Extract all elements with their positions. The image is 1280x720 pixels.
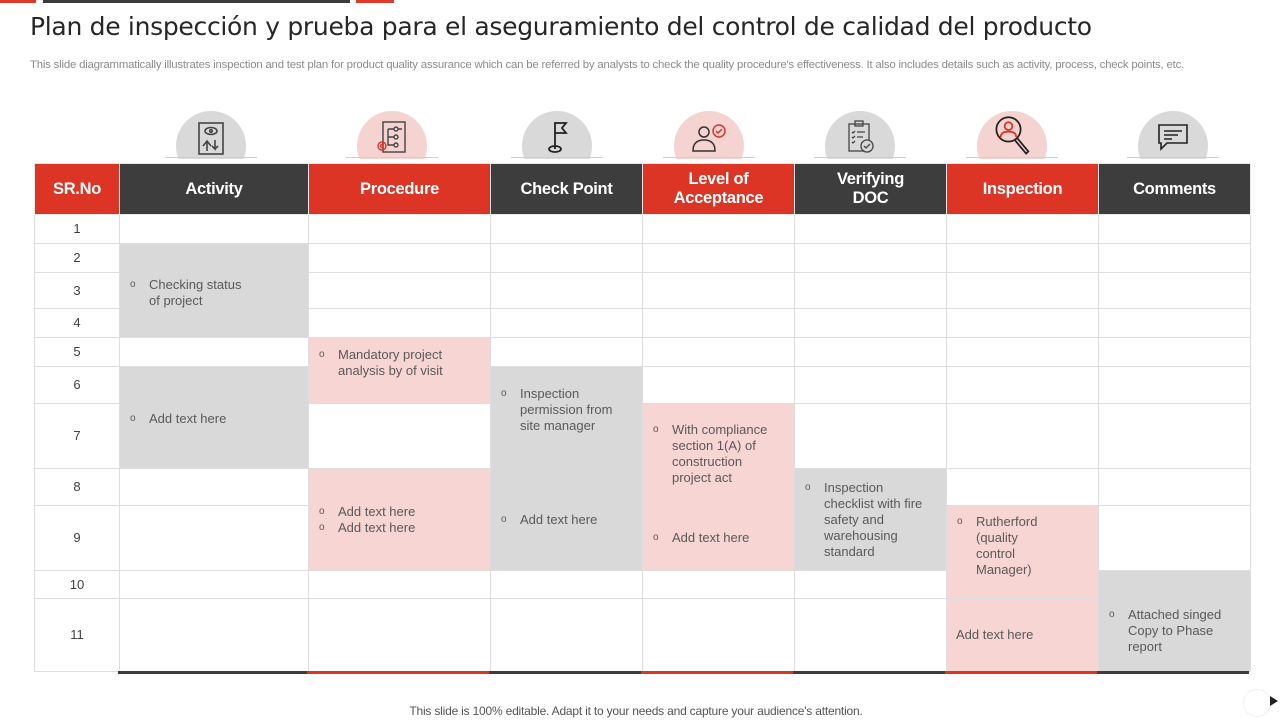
bullet-icon: o (501, 514, 507, 525)
verifying-icon-wrap (814, 108, 906, 160)
acceptance-cell[interactable] (643, 244, 795, 273)
table-row (35, 338, 1251, 367)
verifying-cell[interactable] (795, 367, 947, 404)
table-bottom-bars (0, 671, 1280, 674)
procedure-cell[interactable] (309, 273, 491, 309)
table-row (35, 599, 1251, 672)
comments-cell[interactable] (1099, 367, 1251, 404)
comments-cell[interactable] (1099, 469, 1251, 506)
verifying-cell[interactable] (795, 404, 947, 469)
inspection-cell[interactable] (947, 506, 1099, 599)
page-subtitle: This slide diagrammatically illustrates inspection and test plan for product quality assurance which can be referred by analysts to check the quality procedure's effectiveness. It also includes details such as activity, process, check points, etc. (30, 59, 1185, 71)
procedure-icon-wrap (346, 108, 438, 160)
checkpoint-cell[interactable] (491, 215, 643, 244)
sr-cell: 6 (35, 367, 120, 404)
sr-cell: 7 (35, 404, 120, 469)
procedure-cell[interactable] (309, 599, 491, 672)
checkpoint-cell[interactable] (491, 367, 643, 571)
acceptance-cell[interactable] (643, 404, 795, 506)
inspection-icon-wrap (966, 108, 1058, 160)
checkpoint-cell[interactable] (491, 571, 643, 599)
verifying-cell[interactable] (795, 599, 947, 672)
inspection-cell[interactable] (947, 469, 1099, 506)
column-icons-row (0, 108, 1280, 163)
checkpoint-cell[interactable] (491, 338, 643, 367)
acceptance-cell[interactable] (643, 309, 795, 338)
clipboard-check-icon (840, 118, 880, 158)
procedure-cell[interactable] (309, 571, 491, 599)
verifying-cell[interactable] (795, 469, 947, 571)
top-accent-bar-dark (43, 0, 350, 3)
bullet-icon: o (957, 516, 963, 527)
table-row (35, 506, 1251, 571)
verifying-cell[interactable] (795, 571, 947, 599)
bullet-icon: o (319, 505, 325, 517)
comments-cell[interactable] (1099, 404, 1251, 469)
header-sr-no: SR.No (35, 164, 120, 215)
footer-note: This slide is 100% editable. Adapt it to your needs and capture your audience's attention. (409, 704, 863, 718)
cell-text: Inspection checklist with fire safety and warehousing standard (824, 479, 923, 559)
acceptance-icon-wrap (663, 108, 755, 160)
bullet-icon: o (319, 521, 325, 533)
cell-text: Add text here (520, 512, 598, 527)
process-flow-gear-icon (372, 118, 412, 158)
cell-text: Add text here (338, 503, 416, 519)
sr-cell: 10 (35, 571, 120, 599)
sr-cell: 5 (35, 338, 120, 367)
activity-cell[interactable] (120, 506, 309, 571)
header-procedure: Procedure (309, 164, 491, 215)
sr-cell: 3 (35, 273, 120, 309)
header-comments: Comments (1099, 164, 1251, 215)
acceptance-cell[interactable] (643, 571, 795, 599)
top-accent-bar-red-right (356, 0, 394, 3)
bullet-icon: o (130, 278, 136, 290)
activity-cell[interactable] (120, 338, 309, 367)
comments-cell[interactable] (1099, 338, 1251, 367)
cell-text: Add text here (956, 627, 1034, 642)
checkpoint-cell[interactable] (491, 309, 643, 338)
bullet-icon: o (130, 413, 136, 424)
acceptance-cell[interactable] (643, 215, 795, 244)
inspection-cell[interactable] (947, 599, 1099, 672)
verifying-cell[interactable] (795, 273, 947, 309)
procedure-cell[interactable] (309, 404, 491, 469)
checkpoint-cell[interactable] (491, 273, 643, 309)
user-check-icon (689, 118, 729, 158)
comments-cell[interactable] (1099, 309, 1251, 338)
inspection-plan-table (34, 163, 1251, 672)
comments-cell[interactable] (1099, 244, 1251, 273)
procedure-cell[interactable] (309, 338, 491, 404)
header-verifying-doc: Verifying DOC (795, 164, 947, 215)
inspection-cell[interactable] (947, 244, 1099, 273)
activity-cell[interactable] (120, 215, 309, 244)
activity-icon-wrap (165, 108, 257, 160)
comment-icon (1153, 118, 1193, 158)
inspection-cell[interactable] (947, 367, 1099, 404)
comments-cell[interactable] (1099, 571, 1251, 672)
page-title: Plan de inspección y prueba para el aseguramiento del control de calidad del producto (30, 12, 1092, 41)
activity-cell[interactable] (120, 367, 309, 469)
sr-cell: 11 (35, 599, 120, 672)
cell-text: Attached singed Copy to Phase report (1128, 607, 1222, 654)
comments-cell[interactable] (1099, 215, 1251, 244)
bullet-icon: o (1109, 609, 1115, 620)
acceptance-cell[interactable] (643, 273, 795, 309)
acceptance-cell[interactable] (643, 367, 795, 404)
cell-text: Add text here (149, 411, 227, 426)
sr-cell: 1 (35, 215, 120, 244)
cell-text: With compliance section 1(A) of construction project act (672, 422, 768, 485)
table-row (35, 367, 1251, 404)
inspection-cell[interactable] (947, 273, 1099, 309)
bullet-icon: o (653, 424, 659, 435)
cell-text: Checking status of project (149, 276, 242, 308)
sr-cell: 4 (35, 309, 120, 338)
header-check-point: Check Point (491, 164, 643, 215)
verifying-cell[interactable] (795, 309, 947, 338)
sr-cell: 2 (35, 244, 120, 273)
bullet-icon: o (501, 388, 507, 399)
header-inspection: Inspection (947, 164, 1099, 215)
table-row (35, 215, 1251, 244)
bullet-icon: o (805, 481, 811, 493)
acceptance-cell[interactable] (643, 506, 795, 571)
cell-text: Mandatory project analysis by of visit (338, 347, 443, 378)
inspection-cell[interactable] (947, 309, 1099, 338)
acceptance-cell[interactable] (643, 338, 795, 367)
sr-cell: 9 (35, 506, 120, 571)
flag-checkpoint-icon (537, 118, 577, 158)
activity-cell[interactable] (120, 244, 309, 338)
comments-cell[interactable] (1099, 506, 1251, 571)
bullet-icon: o (319, 349, 325, 360)
procedure-cell[interactable] (309, 309, 491, 338)
inspection-cell[interactable] (947, 404, 1099, 469)
checkpoint-icon-wrap (511, 108, 603, 160)
document-eye-icon (191, 118, 231, 158)
cell-text: Add text here (338, 519, 416, 535)
inspection-cell[interactable] (947, 338, 1099, 367)
acceptance-cell[interactable] (643, 599, 795, 672)
activity-cell[interactable] (120, 571, 309, 599)
procedure-cell[interactable] (309, 215, 491, 244)
verifying-cell[interactable] (795, 215, 947, 244)
cell-text: Rutherford (quality control Manager) (976, 514, 1038, 577)
procedure-cell[interactable] (309, 469, 491, 571)
top-accent-bar-red-left (0, 0, 36, 3)
activity-cell[interactable] (120, 599, 309, 672)
next-slide-button[interactable] (1243, 689, 1271, 717)
procedure-cell[interactable] (309, 244, 491, 273)
activity-cell[interactable] (120, 469, 309, 506)
verifying-cell[interactable] (795, 338, 947, 367)
table-row (35, 244, 1251, 273)
checkpoint-cell[interactable] (491, 244, 643, 273)
header-activity: Activity (120, 164, 309, 215)
header-level-of-acceptance: Level of Acceptance (643, 164, 795, 215)
inspection-cell[interactable] (947, 215, 1099, 244)
play-arrow-icon[interactable] (1270, 696, 1278, 706)
cell-text: Add text here (672, 530, 750, 545)
sr-cell: 8 (35, 469, 120, 506)
verifying-cell[interactable] (795, 244, 947, 273)
cell-text: Inspection permission from site manager (520, 386, 613, 433)
bullet-icon: o (653, 532, 659, 543)
comments-cell[interactable] (1099, 273, 1251, 309)
magnifier-user-icon (992, 112, 1036, 160)
checkpoint-cell[interactable] (491, 599, 643, 672)
comments-icon-wrap (1127, 108, 1219, 160)
